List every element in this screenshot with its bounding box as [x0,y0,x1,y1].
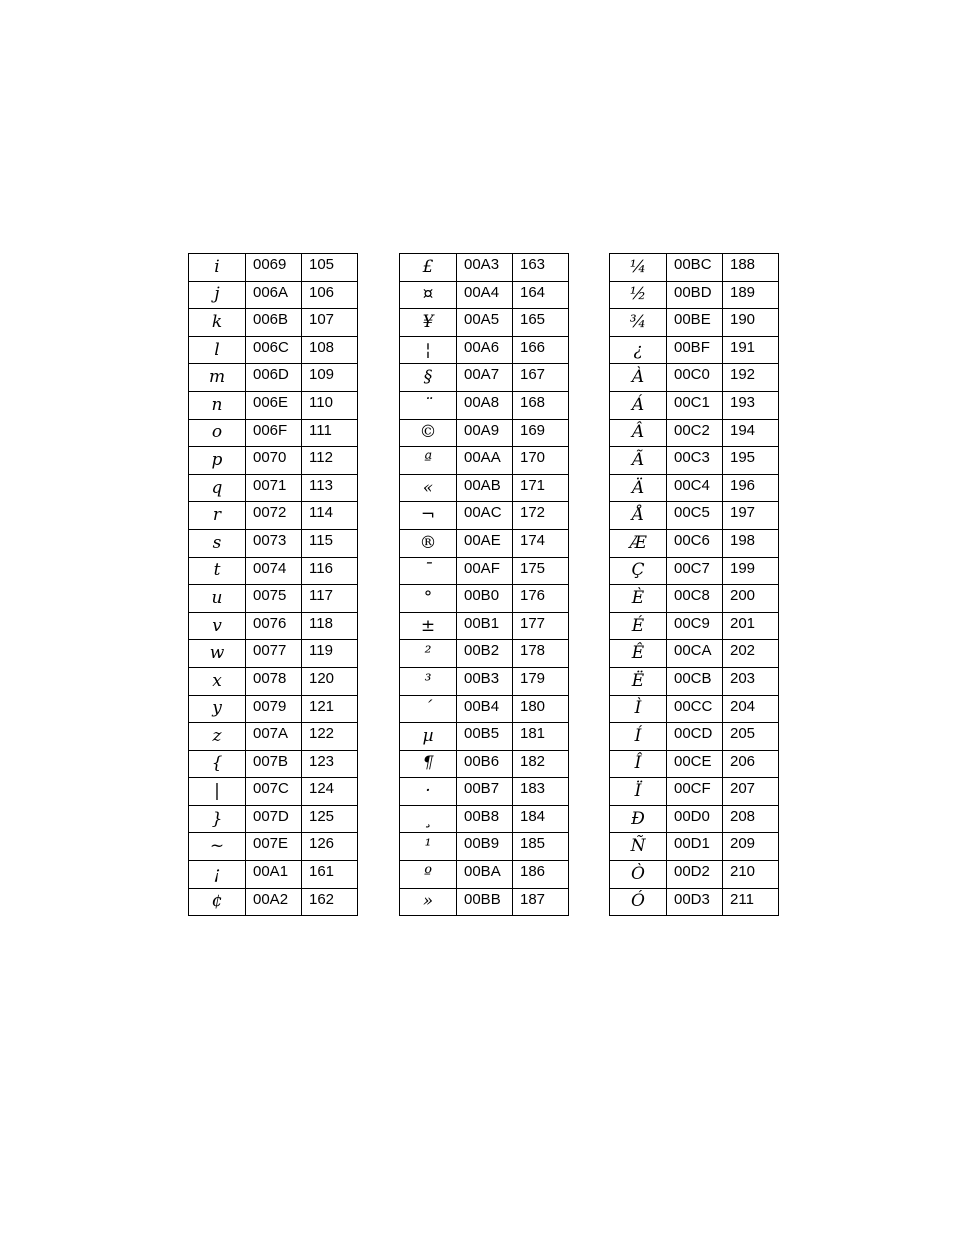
hex-code-cell: 00C4 [667,474,723,502]
table-row [400,723,569,751]
glyph-cell: m [189,364,246,392]
table-row [400,888,569,916]
decimal-code-cell: 211 [723,888,779,916]
decimal-code-cell: 203 [723,667,779,695]
hex-code-cell: 00C9 [667,612,723,640]
hex-code-cell: 00A6 [457,336,513,364]
decimal-code-cell: 180 [513,695,569,723]
hex-code-cell: 00C6 [667,529,723,557]
glyph-cell: i [189,254,246,282]
table-row [189,474,358,502]
hex-code-cell: 00AE [457,529,513,557]
decimal-code-cell: 162 [302,888,358,916]
hex-code-cell: 00B6 [457,750,513,778]
table-row [400,281,569,309]
glyph-cell: É [610,612,667,640]
glyph-cell: ¬ [400,502,457,530]
decimal-code-cell: 121 [302,695,358,723]
hex-code-cell: 00B1 [457,612,513,640]
hex-code-cell: 007B [246,750,302,778]
hex-code-cell: 00C7 [667,557,723,585]
glyph-cell: ´ [400,695,457,723]
table-row [610,640,779,668]
hex-code-cell: 00B4 [457,695,513,723]
table-row [189,419,358,447]
glyph-cell: Ì [610,695,667,723]
glyph-cell: ª [400,447,457,475]
glyph-cell: ° [400,585,457,613]
decimal-code-cell: 189 [723,281,779,309]
hex-code-cell: 00A7 [457,364,513,392]
hex-code-cell: 00C5 [667,502,723,530]
decimal-code-cell: 107 [302,309,358,337]
glyph-cell: ½ [610,281,667,309]
decimal-code-cell: 167 [513,364,569,392]
decimal-code-cell: 199 [723,557,779,585]
table-row [189,502,358,530]
table-row [189,833,358,861]
glyph-cell: Ñ [610,833,667,861]
glyph-cell: ¦ [400,336,457,364]
table-row [189,612,358,640]
decimal-code-cell: 181 [513,723,569,751]
hex-code-cell: 0078 [246,667,302,695]
table-row [189,336,358,364]
table-row [400,254,569,282]
glyph-cell: Å [610,502,667,530]
table-row [189,778,358,806]
hex-code-cell: 00B0 [457,585,513,613]
hex-code-cell: 00AF [457,557,513,585]
decimal-code-cell: 120 [302,667,358,695]
glyph-cell: © [400,419,457,447]
glyph-cell: ® [400,529,457,557]
glyph-cell: Æ [610,529,667,557]
glyph-cell: Î [610,750,667,778]
hex-code-cell: 00BF [667,336,723,364]
table-row [610,364,779,392]
decimal-code-cell: 175 [513,557,569,585]
decimal-code-cell: 122 [302,723,358,751]
glyph-cell: v [189,612,246,640]
glyph-cell: Â [610,419,667,447]
glyph-cell: j [189,281,246,309]
hex-code-cell: 00D3 [667,888,723,916]
glyph-cell: r [189,502,246,530]
decimal-code-cell: 166 [513,336,569,364]
decimal-code-cell: 161 [302,861,358,889]
decimal-code-cell: 193 [723,391,779,419]
decimal-code-cell: 196 [723,474,779,502]
table-row [189,667,358,695]
table-row [400,585,569,613]
decimal-code-cell: 116 [302,557,358,585]
decimal-code-cell: 183 [513,778,569,806]
table-row [189,723,358,751]
table-row [189,695,358,723]
decimal-code-cell: 205 [723,723,779,751]
hex-code-cell: 007A [246,723,302,751]
decimal-code-cell: 178 [513,640,569,668]
glyph-cell: ¹ [400,833,457,861]
glyph-cell: ¾ [610,309,667,337]
hex-code-cell: 00D0 [667,805,723,833]
hex-code-cell: 00A3 [457,254,513,282]
table-row [610,254,779,282]
glyph-cell: o [189,419,246,447]
glyph-cell: Ë [610,667,667,695]
decimal-code-cell: 119 [302,640,358,668]
glyph-cell: È [610,585,667,613]
hex-code-cell: 00A5 [457,309,513,337]
hex-code-cell: 0070 [246,447,302,475]
glyph-cell: Ò [610,861,667,889]
table-row [189,861,358,889]
decimal-code-cell: 190 [723,309,779,337]
decimal-code-cell: 207 [723,778,779,806]
decimal-code-cell: 112 [302,447,358,475]
hex-code-cell: 006D [246,364,302,392]
glyph-cell: ± [400,612,457,640]
decimal-code-cell: 113 [302,474,358,502]
hex-code-cell: 00B2 [457,640,513,668]
table-row [610,695,779,723]
glyph-cell: £ [400,254,457,282]
char-table-2 [399,253,569,916]
table-row [610,888,779,916]
table-row [400,695,569,723]
table-row [400,612,569,640]
decimal-code-cell: 209 [723,833,779,861]
decimal-code-cell: 114 [302,502,358,530]
glyph-cell: ² [400,640,457,668]
table-row [189,309,358,337]
glyph-cell: µ [400,723,457,751]
decimal-code-cell: 191 [723,336,779,364]
table-row [189,557,358,585]
glyph-cell: Ç [610,557,667,585]
table-row [610,336,779,364]
hex-code-cell: 007C [246,778,302,806]
table-row [400,474,569,502]
glyph-cell: · [400,778,457,806]
decimal-code-cell: 106 [302,281,358,309]
hex-code-cell: 00C8 [667,585,723,613]
decimal-code-cell: 172 [513,502,569,530]
hex-code-cell: 00CE [667,750,723,778]
glyph-cell: Ï [610,778,667,806]
hex-code-cell: 00BE [667,309,723,337]
glyph-cell: º [400,861,457,889]
decimal-code-cell: 123 [302,750,358,778]
decimal-code-cell: 163 [513,254,569,282]
decimal-code-cell: 174 [513,529,569,557]
decimal-code-cell: 165 [513,309,569,337]
glyph-cell: ¼ [610,254,667,282]
table-row [400,447,569,475]
decimal-code-cell: 197 [723,502,779,530]
decimal-code-cell: 110 [302,391,358,419]
decimal-code-cell: 198 [723,529,779,557]
hex-code-cell: 007D [246,805,302,833]
glyph-cell: ¸ [400,805,457,833]
table-row [189,281,358,309]
hex-code-cell: 00CD [667,723,723,751]
hex-code-cell: 00A9 [457,419,513,447]
char-table-1 [188,253,358,916]
hex-code-cell: 0071 [246,474,302,502]
glyph-cell: ¤ [400,281,457,309]
hex-code-cell: 0074 [246,557,302,585]
table-row [400,750,569,778]
table-row [610,861,779,889]
decimal-code-cell: 195 [723,447,779,475]
decimal-code-cell: 200 [723,585,779,613]
hex-code-cell: 0077 [246,640,302,668]
glyph-cell: Á [610,391,667,419]
table-row [610,557,779,585]
table-row [610,391,779,419]
table-row [400,557,569,585]
decimal-code-cell: 117 [302,585,358,613]
glyph-cell: z [189,723,246,751]
glyph-cell: x [189,667,246,695]
decimal-code-cell: 169 [513,419,569,447]
decimal-code-cell: 206 [723,750,779,778]
hex-code-cell: 00BC [667,254,723,282]
glyph-cell: s [189,529,246,557]
hex-code-cell: 00B3 [457,667,513,695]
decimal-code-cell: 187 [513,888,569,916]
hex-code-cell: 006B [246,309,302,337]
hex-code-cell: 00A4 [457,281,513,309]
table-row [400,419,569,447]
hex-code-cell: 00BA [457,861,513,889]
table-row [189,529,358,557]
decimal-code-cell: 168 [513,391,569,419]
hex-code-cell: 00BD [667,281,723,309]
decimal-code-cell: 194 [723,419,779,447]
table-row [610,750,779,778]
hex-code-cell: 00A1 [246,861,302,889]
hex-code-cell: 006F [246,419,302,447]
glyph-cell: ~ [189,833,246,861]
table-row [400,778,569,806]
glyph-cell: Ð [610,805,667,833]
table-row [189,750,358,778]
table-row [610,833,779,861]
decimal-code-cell: 115 [302,529,358,557]
hex-code-cell: 006E [246,391,302,419]
char-table-3 [609,253,779,916]
decimal-code-cell: 171 [513,474,569,502]
table-row [610,778,779,806]
decimal-code-cell: 202 [723,640,779,668]
hex-code-cell: 00CC [667,695,723,723]
hex-code-cell: 0075 [246,585,302,613]
decimal-code-cell: 126 [302,833,358,861]
hex-code-cell: 0079 [246,695,302,723]
decimal-code-cell: 170 [513,447,569,475]
table-row [610,474,779,502]
glyph-cell: Í [610,723,667,751]
table-row [189,640,358,668]
glyph-cell: « [400,474,457,502]
table-row [400,309,569,337]
decimal-code-cell: 185 [513,833,569,861]
table-row [610,529,779,557]
decimal-code-cell: 186 [513,861,569,889]
hex-code-cell: 0072 [246,502,302,530]
glyph-cell: { [189,750,246,778]
glyph-cell: Ó [610,888,667,916]
hex-code-cell: 00B9 [457,833,513,861]
table-row [189,888,358,916]
table-row [610,612,779,640]
table-row [400,833,569,861]
table-row [610,447,779,475]
glyph-cell: » [400,888,457,916]
hex-code-cell: 00B5 [457,723,513,751]
glyph-cell: k [189,309,246,337]
table-row [189,364,358,392]
table-row [400,391,569,419]
hex-code-cell: 006A [246,281,302,309]
glyph-cell: À [610,364,667,392]
table-row [189,805,358,833]
decimal-code-cell: 105 [302,254,358,282]
decimal-code-cell: 179 [513,667,569,695]
glyph-cell: ³ [400,667,457,695]
decimal-code-cell: 177 [513,612,569,640]
table-row [400,336,569,364]
glyph-cell: ¥ [400,309,457,337]
table-row [400,502,569,530]
decimal-code-cell: 109 [302,364,358,392]
table-row [400,640,569,668]
hex-code-cell: 007E [246,833,302,861]
decimal-code-cell: 111 [302,419,358,447]
glyph-cell: y [189,695,246,723]
glyph-cell: Ã [610,447,667,475]
hex-code-cell: 0076 [246,612,302,640]
decimal-code-cell: 108 [302,336,358,364]
glyph-cell: ¢ [189,888,246,916]
decimal-code-cell: 188 [723,254,779,282]
decimal-code-cell: 125 [302,805,358,833]
table-row [610,281,779,309]
glyph-cell: t [189,557,246,585]
decimal-code-cell: 118 [302,612,358,640]
decimal-code-cell: 210 [723,861,779,889]
table-row [610,667,779,695]
table-row [189,391,358,419]
table-row [610,309,779,337]
glyph-cell: } [189,805,246,833]
hex-code-cell: 00D2 [667,861,723,889]
glyph-cell: § [400,364,457,392]
glyph-cell: ¯ [400,557,457,585]
table-row [189,254,358,282]
glyph-cell: u [189,585,246,613]
hex-code-cell: 0069 [246,254,302,282]
hex-code-cell: 00B7 [457,778,513,806]
table-row [610,502,779,530]
table-row [400,364,569,392]
hex-code-cell: 006C [246,336,302,364]
glyph-cell: w [189,640,246,668]
hex-code-cell: 00C1 [667,391,723,419]
table-row [610,723,779,751]
hex-code-cell: 00BB [457,888,513,916]
glyph-cell: ¡ [189,861,246,889]
hex-code-cell: 00CB [667,667,723,695]
hex-code-cell: 00AC [457,502,513,530]
table-row [400,529,569,557]
hex-code-cell: 00C0 [667,364,723,392]
decimal-code-cell: 192 [723,364,779,392]
decimal-code-cell: 182 [513,750,569,778]
glyph-cell: q [189,474,246,502]
decimal-code-cell: 201 [723,612,779,640]
hex-code-cell: 00CA [667,640,723,668]
hex-code-cell: 00C3 [667,447,723,475]
glyph-cell: Ê [610,640,667,668]
table-row [400,861,569,889]
table-row [400,667,569,695]
table-row [610,419,779,447]
glyph-cell: ¶ [400,750,457,778]
decimal-code-cell: 184 [513,805,569,833]
hex-code-cell: 00B8 [457,805,513,833]
decimal-code-cell: 204 [723,695,779,723]
hex-code-cell: 00A2 [246,888,302,916]
table-row [400,805,569,833]
table-row [189,447,358,475]
table-row [610,585,779,613]
table-row [610,805,779,833]
hex-code-cell: 00D1 [667,833,723,861]
hex-code-cell: 00AB [457,474,513,502]
glyph-cell: n [189,391,246,419]
decimal-code-cell: 176 [513,585,569,613]
glyph-cell: ¿ [610,336,667,364]
glyph-cell: ¨ [400,391,457,419]
table-row [189,585,358,613]
glyph-cell: | [189,778,246,806]
glyph-cell: l [189,336,246,364]
hex-code-cell: 00A8 [457,391,513,419]
hex-code-cell: 0073 [246,529,302,557]
glyph-cell: p [189,447,246,475]
glyph-cell: Ä [610,474,667,502]
decimal-code-cell: 208 [723,805,779,833]
hex-code-cell: 00C2 [667,419,723,447]
decimal-code-cell: 164 [513,281,569,309]
hex-code-cell: 00AA [457,447,513,475]
decimal-code-cell: 124 [302,778,358,806]
hex-code-cell: 00CF [667,778,723,806]
